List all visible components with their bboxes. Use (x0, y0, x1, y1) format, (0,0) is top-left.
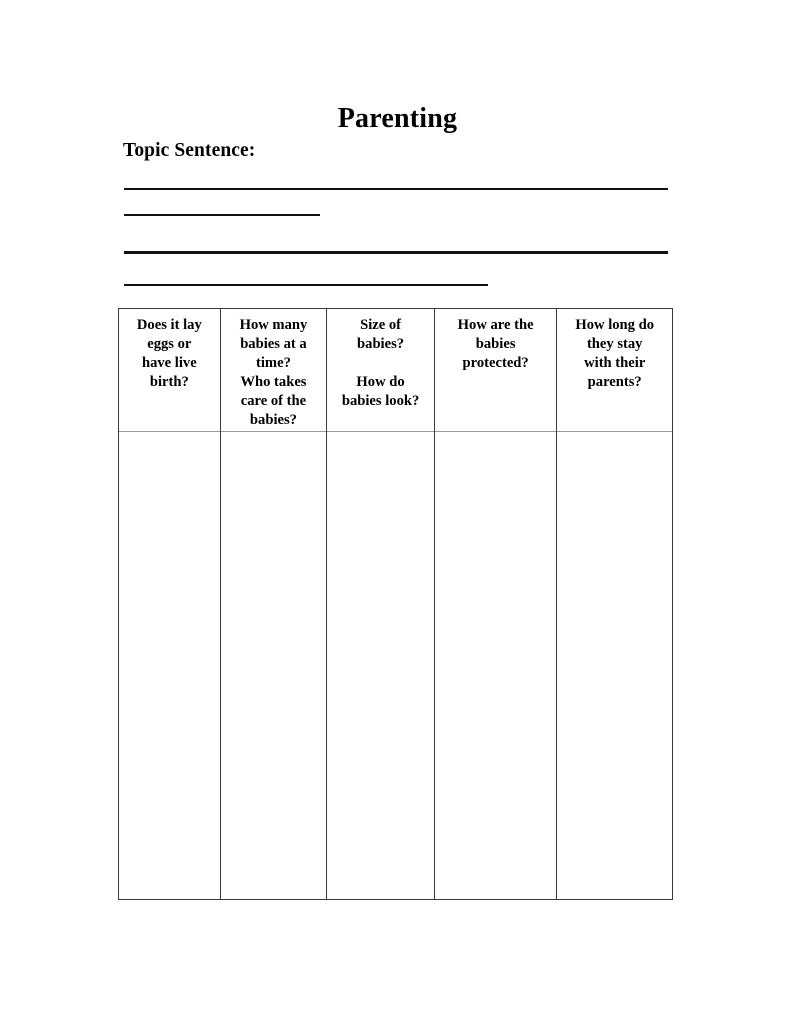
header-line: Does it lay (136, 317, 202, 333)
header-line: How long do (575, 317, 655, 333)
header-line: they stay (586, 335, 643, 352)
table-column-how-babies-protected (435, 309, 558, 899)
answer-line-2[interactable] (124, 214, 320, 216)
topic-sentence-label: Topic Sentence: (123, 140, 256, 161)
header-line: babies look? (341, 392, 420, 409)
header-line: babies? (249, 411, 297, 428)
header-line: time? (256, 354, 291, 371)
parenting-table (118, 308, 673, 900)
table-column-lay-eggs-or-live-birth (119, 309, 221, 899)
table-cell-how-long-with-parents[interactable] (557, 432, 672, 899)
header-line: have live (141, 354, 197, 371)
header-line-spacer (331, 354, 430, 373)
table-cell-how-many-babies-who-cares[interactable] (221, 432, 327, 899)
column-header-how-many-babies-who-cares (221, 309, 327, 432)
header-line: birth? (149, 373, 189, 390)
page-title: Parenting (337, 103, 458, 134)
answer-line-4[interactable] (124, 284, 488, 286)
header-line: How are the (457, 317, 534, 333)
header-line: Who takes (240, 373, 307, 390)
header-line: babies? (357, 335, 405, 352)
header-line: parents? (587, 373, 642, 390)
header-line: with their (584, 354, 646, 371)
header-line: How do (356, 373, 405, 390)
column-header-how-long-with-parents (557, 309, 672, 432)
table-cell-how-babies-protected[interactable] (435, 432, 557, 899)
column-header-lay-eggs-or-live-birth (119, 309, 220, 432)
header-line: eggs or (147, 335, 192, 352)
header-line: How many (239, 317, 308, 333)
answer-line-3[interactable] (124, 251, 668, 254)
column-header-size-and-look-of-babies (327, 309, 434, 432)
table-column-size-and-look-of-babies (327, 309, 435, 899)
header-line: care of the (240, 392, 307, 409)
header-line: babies at a (240, 335, 307, 352)
answer-line-1[interactable] (124, 188, 668, 190)
header-line: Size of (360, 317, 402, 333)
table-column-how-long-with-parents (557, 309, 672, 899)
header-line: protected? (462, 354, 529, 371)
table-cell-size-and-look-of-babies[interactable] (327, 432, 434, 899)
table-column-how-many-babies-who-cares (221, 309, 328, 899)
header-line: babies (475, 335, 516, 352)
column-header-how-babies-protected (435, 309, 557, 432)
table-cell-lay-eggs-or-live-birth[interactable] (119, 432, 220, 899)
